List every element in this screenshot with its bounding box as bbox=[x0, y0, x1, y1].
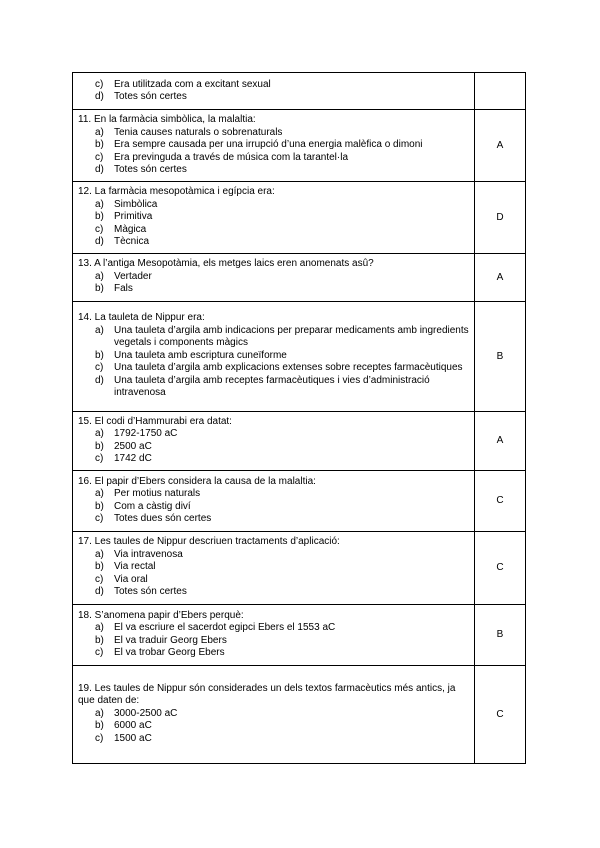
option-letter: a) bbox=[95, 324, 104, 336]
option-text: Totes són certes bbox=[114, 586, 187, 598]
option-item bbox=[78, 708, 474, 721]
option-letter: a) bbox=[95, 428, 104, 439]
option-text: Una tauleta d’argila amb explicacions extenses sobre receptes farmacèutiques bbox=[114, 362, 463, 374]
question-row bbox=[73, 470, 526, 531]
option-item bbox=[78, 488, 474, 501]
answer-cell: A bbox=[475, 411, 526, 470]
option-letter: d) bbox=[95, 374, 104, 386]
question-row bbox=[73, 531, 526, 604]
option-text: Era sempre causada per una irrupció d’una energia malèfica o dimoni bbox=[114, 139, 423, 151]
question-row bbox=[73, 253, 526, 301]
answer-cell: A bbox=[475, 110, 526, 182]
option-text: 2500 aC bbox=[114, 440, 152, 452]
option-letter: c) bbox=[95, 732, 104, 744]
option-text: El va trobar Georg Ebers bbox=[114, 647, 225, 658]
answer-cell: C bbox=[475, 531, 526, 604]
option-item bbox=[78, 152, 474, 165]
option-text: Totes dues són certes bbox=[114, 513, 212, 524]
question-text: 19. Les taules de Nippur són considerades un dels textos farmacèutics més antics, ja que daten de: bbox=[78, 682, 456, 707]
option-letter: c) bbox=[95, 647, 104, 658]
option-text: Fals bbox=[114, 283, 133, 295]
option-item bbox=[78, 139, 474, 152]
options-list bbox=[78, 708, 474, 746]
question-text: 11. En la farmàcia simbòlica, la malaltia: bbox=[78, 114, 256, 126]
answer-cell: C bbox=[475, 470, 526, 531]
option-letter: b) bbox=[95, 634, 104, 646]
question-text: 17. Les taules de Nippur descriuen tractaments d’aplicació: bbox=[78, 536, 340, 548]
option-text: Una tauleta d’argila amb receptes farmacèutiques i vies d’administració intravenosa bbox=[114, 374, 430, 399]
question-cell bbox=[73, 110, 475, 182]
option-text: Tècnica bbox=[114, 236, 150, 247]
option-text: Una tauleta d’argila amb indicacions per preparar medicaments amb ingredients vegetals i components màgics bbox=[114, 324, 469, 349]
option-item bbox=[78, 733, 474, 746]
question-text: 16. El papir d’Ebers considera la causa de la malaltia: bbox=[78, 475, 316, 487]
question-cell bbox=[73, 301, 475, 411]
option-letter: c) bbox=[95, 573, 104, 585]
option-item bbox=[78, 283, 474, 296]
option-item bbox=[78, 586, 474, 599]
option-text: Via oral bbox=[114, 573, 148, 585]
option-letter: c) bbox=[95, 453, 104, 464]
option-item bbox=[78, 647, 474, 660]
option-item bbox=[78, 501, 474, 514]
option-item bbox=[78, 635, 474, 648]
answer-cell: A bbox=[475, 253, 526, 301]
option-letter: d) bbox=[95, 164, 104, 176]
option-letter: a) bbox=[95, 126, 104, 138]
options-list bbox=[78, 549, 474, 599]
option-letter: b) bbox=[95, 139, 104, 151]
option-item bbox=[78, 325, 474, 350]
option-letter: d) bbox=[95, 91, 104, 102]
question-cell bbox=[73, 604, 475, 665]
answer-cell: B bbox=[475, 301, 526, 411]
question-row bbox=[73, 73, 526, 110]
option-text: Per motius naturals bbox=[114, 488, 201, 499]
option-item bbox=[78, 224, 474, 237]
option-text: 1742 dC bbox=[114, 453, 152, 464]
option-item bbox=[78, 561, 474, 574]
option-letter: a) bbox=[95, 548, 104, 560]
question-text: 13. A l’antiga Mesopotàmia, els metges laics eren anomenats asû? bbox=[78, 258, 374, 270]
option-letter: d) bbox=[95, 236, 104, 247]
option-text: Era utilitzada com a excitant sexual bbox=[114, 78, 271, 90]
question-text: 12. La farmàcia mesopotàmica i egípcia era: bbox=[78, 186, 275, 197]
option-letter: b) bbox=[95, 283, 104, 295]
option-letter: c) bbox=[95, 223, 104, 235]
option-item bbox=[78, 513, 474, 526]
option-item bbox=[78, 362, 474, 375]
option-item bbox=[78, 428, 474, 441]
option-item bbox=[78, 441, 474, 454]
option-letter: b) bbox=[95, 211, 104, 222]
options-list bbox=[78, 488, 474, 526]
question-text: 15. El codi d’Hammurabi era datat: bbox=[78, 415, 232, 427]
option-item bbox=[78, 375, 474, 400]
option-letter: c) bbox=[95, 78, 104, 90]
option-item bbox=[78, 236, 474, 249]
option-letter: d) bbox=[95, 586, 104, 598]
option-text: 1500 aC bbox=[114, 732, 152, 744]
quiz-table-body bbox=[73, 73, 526, 764]
question-row bbox=[73, 411, 526, 470]
question-row bbox=[73, 301, 526, 411]
question-cell bbox=[73, 531, 475, 604]
question-cell bbox=[73, 665, 475, 763]
question-text: 14. La tauleta de Nippur era: bbox=[78, 312, 205, 324]
question-row bbox=[73, 604, 526, 665]
options-list bbox=[78, 428, 474, 466]
option-text: Com a càstig diví bbox=[114, 500, 191, 512]
option-item bbox=[78, 211, 474, 224]
question-row bbox=[73, 665, 526, 763]
option-text: El va traduir Georg Ebers bbox=[114, 634, 227, 646]
option-text: 6000 aC bbox=[114, 720, 152, 732]
option-text: Tenia causes naturals o sobrenaturals bbox=[114, 126, 283, 138]
option-item bbox=[78, 574, 474, 587]
option-text: El va escriure el sacerdot egipci Ebers el 1553 aC bbox=[114, 622, 336, 633]
question-cell bbox=[73, 411, 475, 470]
answer-cell: B bbox=[475, 604, 526, 665]
question-text: 18. S’anomena papir d’Ebers perquè: bbox=[78, 609, 244, 621]
option-item bbox=[78, 164, 474, 177]
question-row bbox=[73, 182, 526, 254]
option-letter: b) bbox=[95, 500, 104, 512]
option-item bbox=[78, 271, 474, 284]
option-letter: b) bbox=[95, 720, 104, 732]
answer-cell: D bbox=[475, 182, 526, 254]
option-text: Via rectal bbox=[114, 561, 156, 573]
option-item bbox=[78, 91, 474, 104]
question-cell bbox=[73, 73, 475, 110]
option-text: Era previnguda a través de música com la tarantel·la bbox=[114, 151, 349, 163]
option-item bbox=[78, 350, 474, 363]
option-text: Via intravenosa bbox=[114, 548, 183, 560]
option-item bbox=[78, 79, 474, 92]
option-letter: a) bbox=[95, 198, 104, 210]
option-letter: b) bbox=[95, 561, 104, 573]
option-letter: c) bbox=[95, 151, 104, 163]
option-text: Una tauleta amb escriptura cuneïforme bbox=[114, 349, 287, 361]
option-text: Totes són certes bbox=[114, 164, 187, 176]
question-cell bbox=[73, 182, 475, 254]
question-cell bbox=[73, 253, 475, 301]
option-text: Primitiva bbox=[114, 211, 153, 222]
quiz-table bbox=[72, 72, 526, 764]
option-text: 3000-2500 aC bbox=[114, 707, 178, 719]
options-list bbox=[78, 127, 474, 177]
options-list bbox=[78, 271, 474, 296]
option-letter: c) bbox=[95, 513, 104, 524]
option-letter: c) bbox=[95, 362, 104, 374]
option-text: Màgica bbox=[114, 223, 147, 235]
options-list bbox=[78, 622, 474, 660]
option-letter: a) bbox=[95, 270, 104, 282]
question-row bbox=[73, 110, 526, 182]
option-letter: a) bbox=[95, 707, 104, 719]
options-list bbox=[78, 199, 474, 249]
option-text: Vertader bbox=[114, 270, 152, 282]
option-letter: a) bbox=[95, 622, 104, 633]
option-text: Simbòlica bbox=[114, 198, 158, 210]
option-text: 1792-1750 aC bbox=[114, 428, 178, 439]
option-item bbox=[78, 127, 474, 140]
option-letter: b) bbox=[95, 440, 104, 452]
option-item bbox=[78, 199, 474, 212]
option-item bbox=[78, 622, 474, 635]
option-item bbox=[78, 453, 474, 466]
answer-cell: C bbox=[475, 665, 526, 763]
option-item bbox=[78, 720, 474, 733]
question-cell bbox=[73, 470, 475, 531]
options-list bbox=[78, 79, 474, 104]
option-item bbox=[78, 549, 474, 562]
option-letter: a) bbox=[95, 488, 104, 499]
option-text: Totes són certes bbox=[114, 91, 187, 102]
answer-cell bbox=[475, 73, 526, 110]
options-list bbox=[78, 325, 474, 400]
option-letter: b) bbox=[95, 349, 104, 361]
